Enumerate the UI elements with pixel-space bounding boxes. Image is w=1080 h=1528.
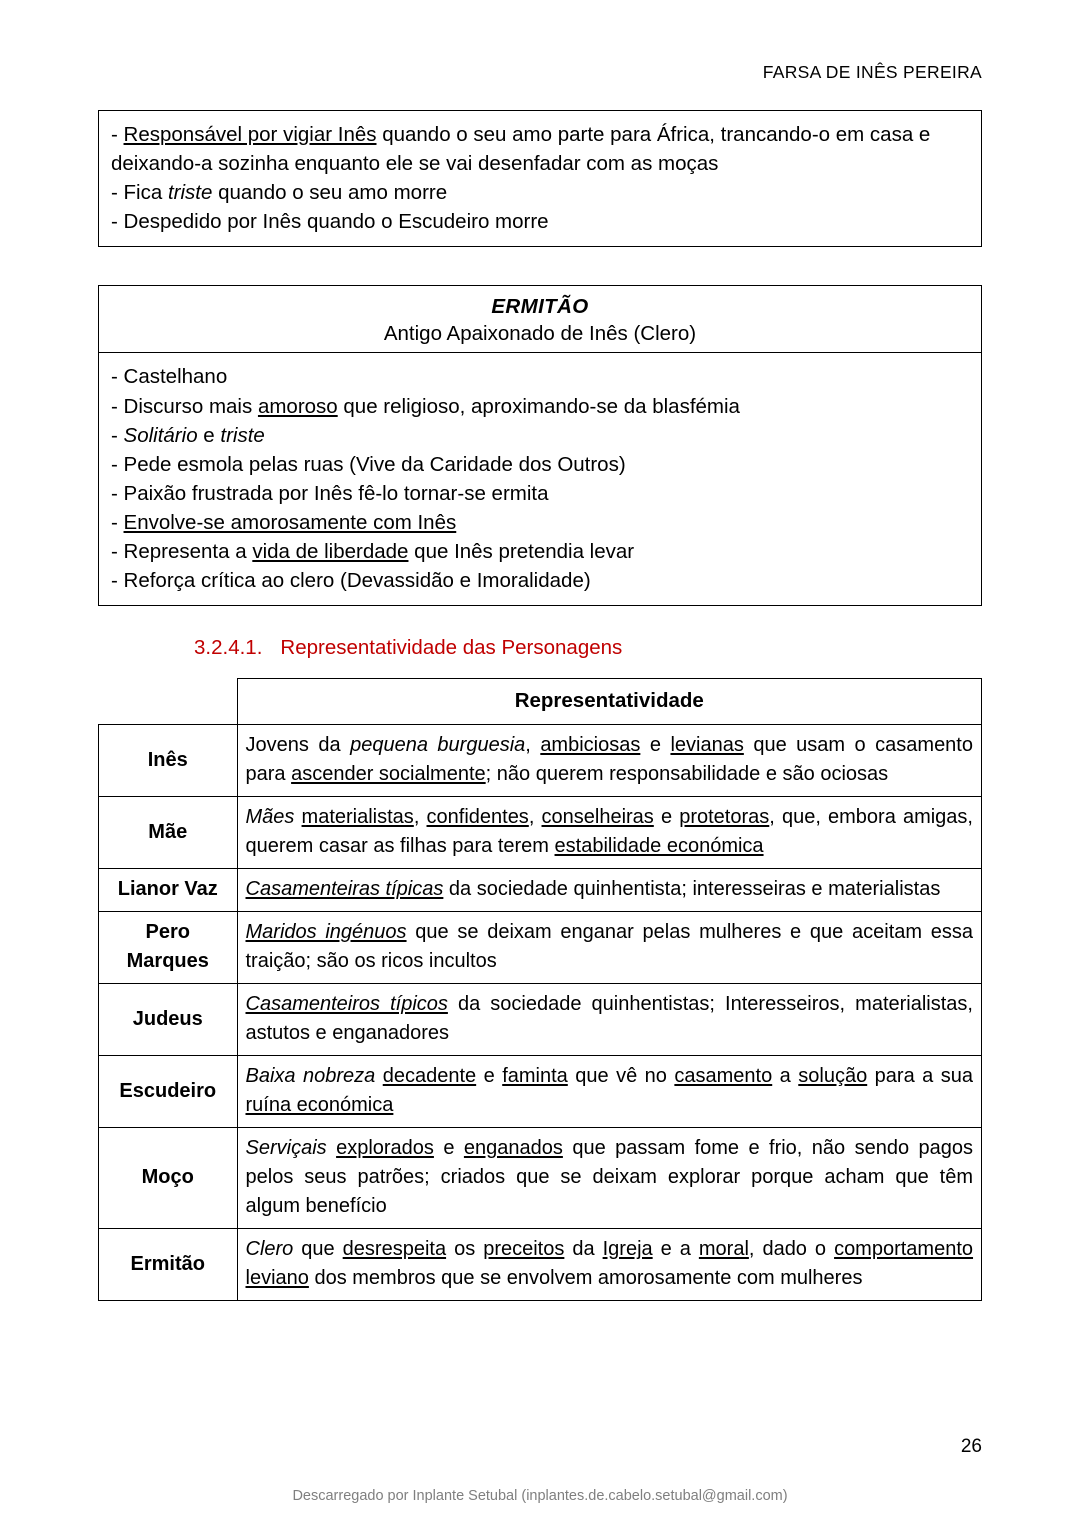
character-name-cell: Pero Marques <box>99 912 238 984</box>
text: - <box>111 423 124 447</box>
text: que religioso, aproximando-se da blasfémia <box>337 394 740 418</box>
table-row <box>99 912 982 984</box>
underlined-text: desrespeita <box>342 1238 447 1261</box>
text: da sociedade quinhentistas; Interesseiros, materialistas, astutos e enganadores <box>245 993 973 1045</box>
trait-line <box>111 479 971 508</box>
character-name-cell: Mãe <box>99 797 238 869</box>
underlined-text: protetoras <box>679 806 770 829</box>
download-footer: Descarregado por Inplante Setubal (inplantes.de.cabelo.setubal@gmail.com) <box>292 1488 788 1504</box>
section-title: Representatividade das Personagens <box>280 636 623 660</box>
character-description-cell <box>237 797 982 869</box>
page-number: 26 <box>960 1436 982 1457</box>
underlined-text: confidentes <box>426 806 529 829</box>
representatividade-table <box>98 678 982 1301</box>
text: ; não querem responsabilidade e são ociosas <box>485 763 889 786</box>
text: os <box>446 1238 484 1261</box>
text: quando o seu amo parte para África, trancando-o em casa e deixando-a sozinha enquanto ele se vai desenfadar com as moças <box>111 123 931 176</box>
ermitao-box <box>98 285 982 606</box>
text <box>294 806 301 828</box>
trait-line <box>111 207 971 236</box>
document-content <box>98 110 982 1301</box>
representatividade-table-wrap <box>98 678 982 1301</box>
underlined-text: conselheiras <box>541 806 654 829</box>
underlined-text: preceitos <box>483 1238 565 1261</box>
underlined-text: Envolve-se amorosamente com Inês <box>123 510 457 534</box>
underlined-text: solução <box>798 1065 868 1088</box>
table-row <box>99 869 982 912</box>
text: , dado o <box>748 1238 835 1261</box>
trait-line <box>111 566 971 595</box>
section-heading <box>194 636 982 660</box>
text: que passam fome e frio, não sendo pagos pelos seus patrões; criados que se deixam explorar porque acham que têm algum benefício <box>245 1137 973 1218</box>
table-row <box>99 725 982 797</box>
text: da <box>564 1238 603 1261</box>
text: - Paixão frustrada por Inês fê-lo tornar-se ermita <box>111 481 549 505</box>
ermitao-title: ERMITÃO <box>491 295 589 319</box>
italic-text: triste <box>167 181 213 205</box>
text: que <box>293 1238 343 1261</box>
trait-line <box>111 178 971 207</box>
text: - Reforça crítica ao clero (Devassidão e Imoralidade) <box>111 569 591 593</box>
underlined-text: enganados <box>463 1137 563 1160</box>
character-description-cell <box>237 1056 982 1128</box>
trait-line <box>111 120 971 178</box>
text: - <box>111 123 124 146</box>
text: - Castelhano <box>111 365 228 389</box>
text: que vê no <box>567 1065 675 1088</box>
character-description-cell <box>237 725 982 797</box>
italic-text: triste <box>220 423 265 447</box>
text: - Pede esmola pelas ruas (Vive da Caridade dos Outros) <box>111 452 626 476</box>
ermitao-traits-lines <box>99 353 981 605</box>
underlined-text: moral <box>698 1238 749 1261</box>
underlined-text: comportamento leviano <box>245 1238 974 1290</box>
text: e <box>640 734 671 757</box>
text: e <box>476 1065 503 1088</box>
text: , <box>528 806 542 829</box>
text: quando o seu amo morre <box>212 181 448 205</box>
character-description-cell <box>237 1229 982 1301</box>
text: da sociedade quinhentista; interesseiras e materialistas <box>443 878 941 901</box>
table-header-row <box>99 679 982 725</box>
text: - Despedido por Inês quando o Escudeiro morre <box>111 210 549 234</box>
table-row <box>99 1128 982 1229</box>
italic-text: Mães <box>245 806 295 829</box>
table-row <box>99 1229 982 1301</box>
underlined-text: estabilidade económica <box>554 835 764 858</box>
character-name-cell: Ermitão <box>99 1229 238 1301</box>
underlined-text: casamento <box>674 1065 773 1088</box>
table-row <box>99 984 982 1056</box>
text: - Representa a <box>111 540 253 564</box>
moco-traits-box <box>98 110 982 247</box>
text: , que, embora amigas, querem casar as filhas para terem <box>245 806 973 858</box>
italic-underlined-text: Maridos ingénuos <box>245 921 407 944</box>
character-name-cell: Judeus <box>99 984 238 1056</box>
character-name-cell: Inês <box>99 725 238 797</box>
text: e <box>433 1137 464 1160</box>
underlined-text: Igreja <box>602 1238 653 1261</box>
text: e <box>653 806 680 829</box>
text: que se deixam enganar pelas mulheres e que aceitam essa traição; são os ricos incultos <box>245 921 974 973</box>
underlined-text: faminta <box>502 1065 568 1088</box>
text: , <box>413 806 427 829</box>
text <box>375 1065 382 1087</box>
character-name-cell: Lianor Vaz <box>99 869 238 912</box>
text: Jovens da <box>245 734 351 757</box>
character-description-cell <box>237 1128 982 1229</box>
empty-corner-cell <box>99 679 238 725</box>
underlined-text: ambiciosas <box>540 734 641 757</box>
table-row <box>99 1056 982 1128</box>
trait-line <box>111 537 971 566</box>
italic-text: Serviçais <box>245 1137 327 1160</box>
text: a <box>772 1065 799 1088</box>
character-name-cell: Moço <box>99 1128 238 1229</box>
italic-text: Solitário <box>123 423 198 447</box>
text: - Discurso mais <box>111 394 258 418</box>
underlined-text: amoroso <box>257 394 338 418</box>
underlined-text: Responsável por vigiar Inês <box>123 123 377 146</box>
underlined-text: vida de liberdade <box>252 540 409 564</box>
text: que usam o casamento para <box>245 734 973 786</box>
text: - Fica <box>111 181 168 205</box>
section-number: 3.2.4.1. <box>194 636 263 660</box>
underlined-text: levianas <box>670 734 744 757</box>
text: e a <box>652 1238 699 1261</box>
underlined-text: ruína económica <box>245 1094 394 1117</box>
trait-line <box>111 508 971 537</box>
underlined-text: materialistas <box>301 806 414 829</box>
character-description-cell <box>237 869 982 912</box>
italic-text: Clero <box>245 1238 294 1261</box>
text: que Inês pretendia levar <box>408 540 635 564</box>
ermitao-subtitle: Antigo Apaixonado de Inês (Clero) <box>383 322 697 346</box>
text <box>327 1137 336 1159</box>
italic-text: pequena burguesia <box>350 734 526 757</box>
text: dos membros que se envolvem amorosamente com mulheres <box>308 1267 863 1290</box>
underlined-text: explorados <box>336 1137 434 1160</box>
text: - <box>111 510 124 534</box>
text: , <box>525 734 541 757</box>
text: e <box>197 423 221 447</box>
column-header-representatividade: Representatividade <box>237 679 982 725</box>
italic-underlined-text: Casamenteiros típicos <box>245 993 448 1016</box>
character-name-cell: Escudeiro <box>99 1056 238 1128</box>
character-description-cell <box>237 984 982 1056</box>
trait-line <box>111 392 971 421</box>
italic-underlined-text: Casamenteiras típicas <box>245 878 444 901</box>
moco-traits-lines <box>111 120 971 236</box>
trait-line <box>111 421 971 450</box>
ermitao-box-title-area <box>99 286 981 353</box>
page-header: FARSA DE INÊS PEREIRA <box>762 62 982 82</box>
underlined-text: decadente <box>382 1065 477 1088</box>
underlined-text: ascender socialmente <box>291 763 486 786</box>
italic-text: Baixa nobreza <box>245 1065 376 1088</box>
trait-line <box>111 362 971 391</box>
table-row <box>99 797 982 869</box>
character-description-cell <box>237 912 982 984</box>
text: para a sua <box>867 1065 973 1088</box>
trait-line <box>111 450 971 479</box>
